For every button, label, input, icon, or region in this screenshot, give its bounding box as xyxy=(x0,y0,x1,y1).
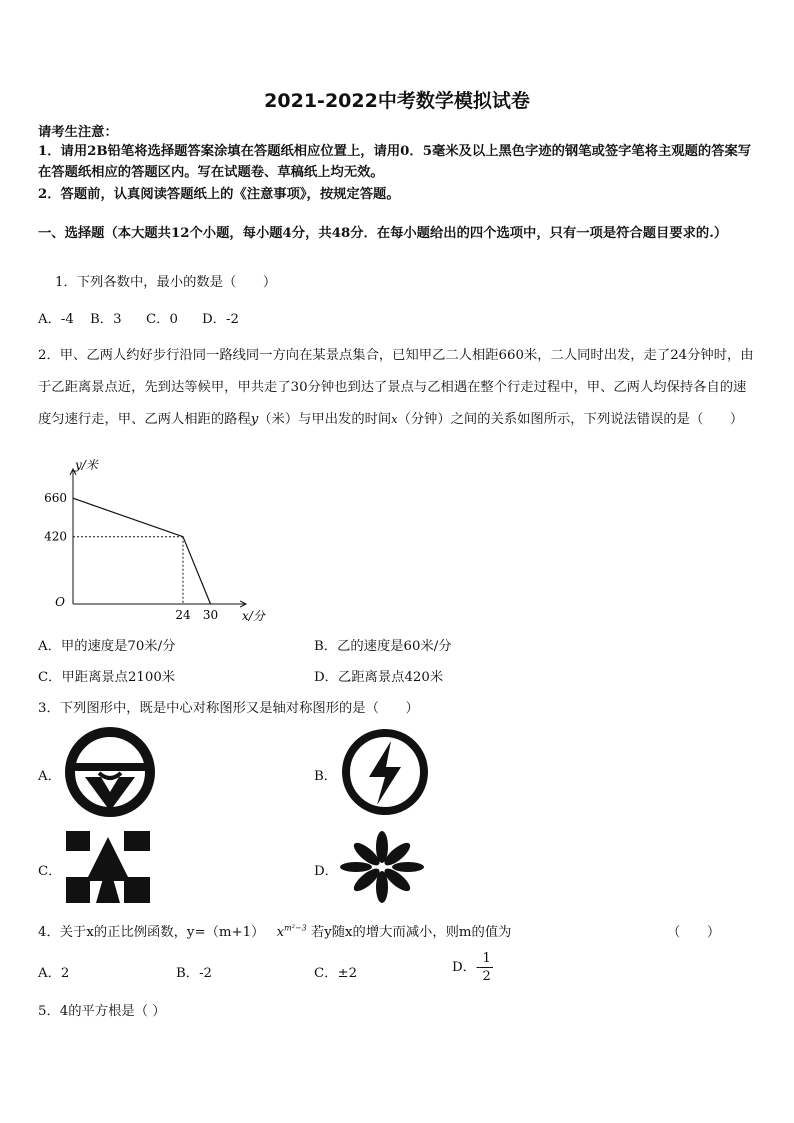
x-tick-label: 24 xyxy=(175,608,191,622)
origin-label: O xyxy=(55,595,65,609)
blocks-triangle-icon xyxy=(66,831,150,903)
question-5-stem: 5．4的平方根是（ ） xyxy=(38,1004,166,1019)
q4-option-a[interactable]: A．2 xyxy=(38,966,70,981)
distance-time-chart xyxy=(38,458,278,623)
q3-option-d[interactable]: D． xyxy=(314,864,338,879)
lightning-circle-icon xyxy=(338,725,432,819)
q2-option-b[interactable]: B．乙的速度是60米/分 xyxy=(314,639,452,654)
question-2-stem xyxy=(38,340,756,436)
q2-var-x: x xyxy=(391,413,398,426)
q4-stem-part1: 4．关于x的正比例函数，y=（m+1） xyxy=(38,925,265,940)
q3-option-b[interactable]: B． xyxy=(314,769,338,784)
notice-item-2: 2．答题前，认真阅读答题纸上的《注意事项》，按规定答题。 xyxy=(38,187,400,202)
q4-option-d[interactable] xyxy=(452,952,493,983)
q2-option-d[interactable]: D．乙距离景点420米 xyxy=(314,670,444,685)
fraction-numerator: 1 xyxy=(482,951,491,966)
q1-option-c[interactable]: C．0 xyxy=(146,312,178,327)
q2-var-y: y xyxy=(250,412,259,427)
q4-option-b[interactable]: B．-2 xyxy=(176,966,213,981)
petal-flower-icon xyxy=(337,831,427,903)
q1-option-d[interactable]: D．-2 xyxy=(202,312,239,327)
q4-option-c[interactable]: C．±2 xyxy=(314,966,358,981)
q3-option-a[interactable]: A． xyxy=(38,769,61,784)
y-axis-label: y/米 xyxy=(75,458,98,472)
q3-option-c[interactable]: C． xyxy=(38,864,62,879)
notice-heading: 请考生注意： xyxy=(38,125,118,140)
q2-stem-part1: 2．甲、乙两人约好步行沿同一路线同一方向在某景点集合，已知甲乙二人相距660米，二人同时出发，走了24分钟时，由于乙距离景点近，先到达等候甲，甲共走了30分钟也到达了景点与乙相遇在整个行走过程中，甲、乙两人均保持各自的速度匀速行走，甲、乙两人相距的路程 xyxy=(38,348,754,427)
q2-stem-part2: （米）与甲出发的时间 xyxy=(258,412,392,427)
q1-option-a[interactable]: A．-4 xyxy=(38,312,74,327)
q4-answer-bracket: （ ） xyxy=(667,925,721,940)
q2-stem-part3: （分钟）之间的关系如图所示，下列说法错误的是（ ） xyxy=(397,412,744,427)
y-tick-label: 660 xyxy=(44,491,67,506)
question-4-stem xyxy=(38,921,511,940)
notice-item-1: 1．请用2B铅笔将选择题答案涂填在答题纸相应位置上，请用0．5毫米及以上黑色字迹的钢笔或签字笔将主观题的答案写在答题纸相应的答题区内。写在试题卷、草稿纸上均无效。 xyxy=(38,144,752,180)
question-1-stem: 1．下列各数中，最小的数是（ ） xyxy=(55,275,277,290)
q4-base: x xyxy=(276,925,285,940)
q1-option-b[interactable]: B．3 xyxy=(90,312,122,327)
question-3-stem: 3．下列图形中，既是中心对称图形又是轴对称图形的是（ ） xyxy=(38,701,419,716)
circle-v-logo-icon xyxy=(63,725,157,819)
fraction-denominator: 2 xyxy=(482,969,491,984)
x-tick-label: 30 xyxy=(202,608,219,622)
q4-stem-part2: 若y随x的增大而减小，则m的值为 xyxy=(310,925,512,940)
q2-option-c[interactable]: C．甲距离景点2100米 xyxy=(38,670,176,685)
y-tick-label: 420 xyxy=(44,529,67,544)
q4-option-d-label: D．- xyxy=(452,960,481,975)
x-axis-label: x/分 xyxy=(242,609,265,623)
series-line xyxy=(73,498,211,604)
q2-option-a[interactable]: A．甲的速度是70米/分 xyxy=(38,639,176,654)
page-title: 2021-2022中考数学模拟试卷 xyxy=(264,90,530,112)
section-heading: 一、选择题（本大题共12个小题，每小题4分，共48分．在每小题给出的四个选项中，只有一项是符合题目要求的.） xyxy=(38,226,728,241)
q4-exponent: m²−3 xyxy=(284,923,307,933)
fraction xyxy=(480,952,492,983)
